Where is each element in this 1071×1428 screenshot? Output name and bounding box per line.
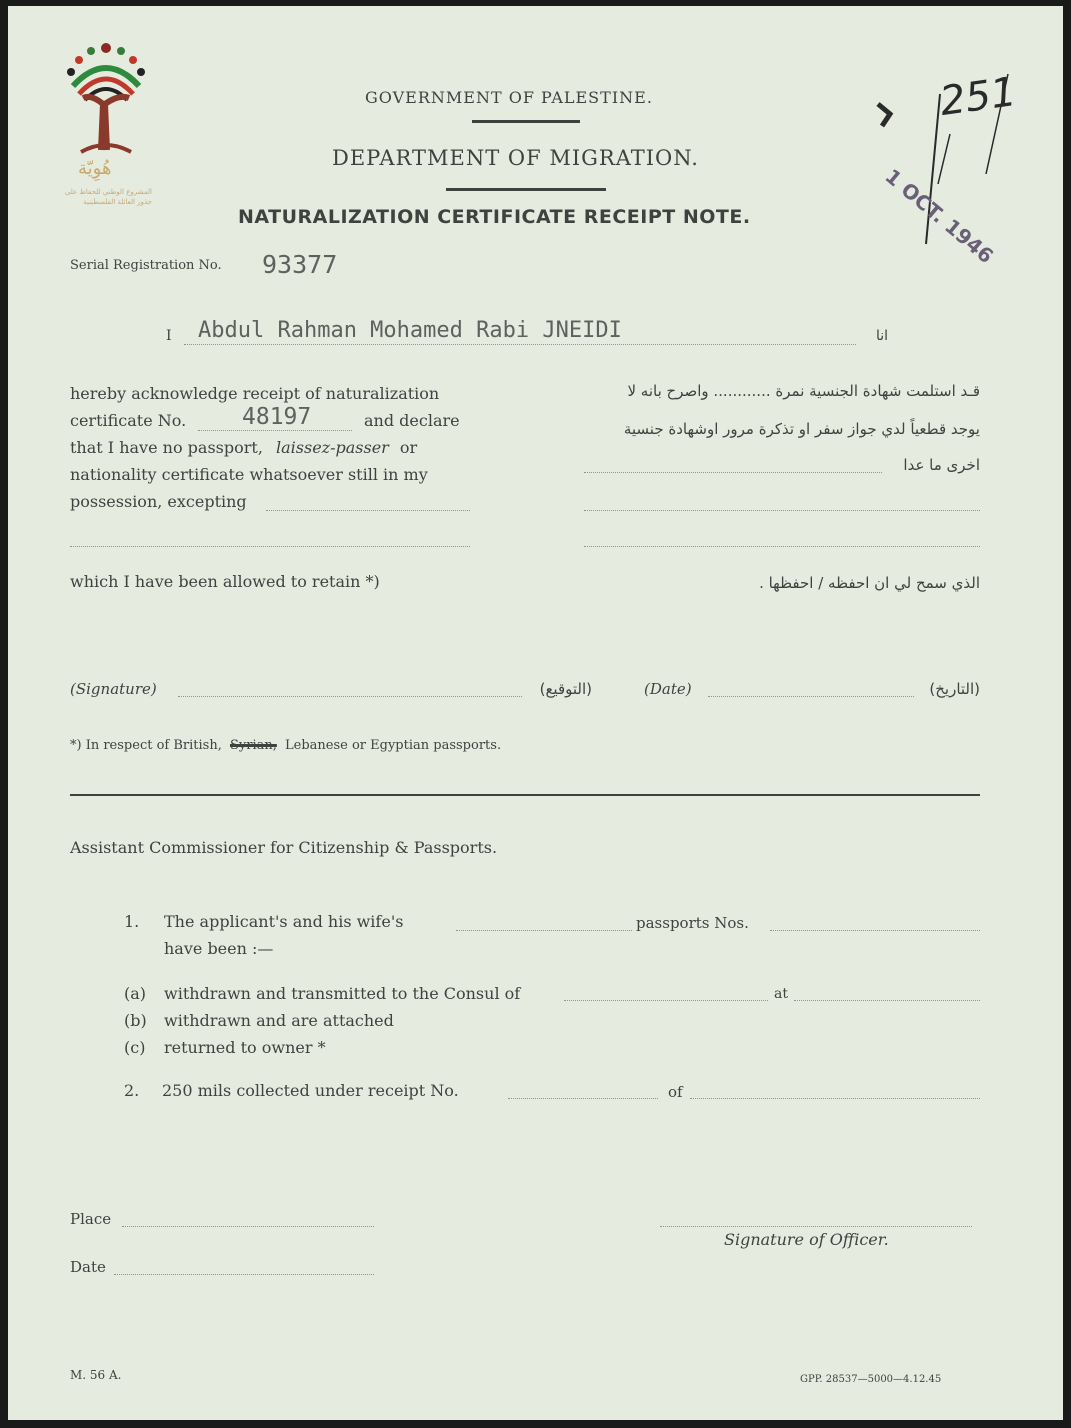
item-b-text: withdrawn and are attached [164, 1011, 394, 1030]
consul-at-line [794, 1000, 980, 1001]
excepting-line-2 [70, 546, 470, 547]
logo-caption-line2: جذور العائلة الفلسطينية [83, 198, 152, 206]
signature-label: (Signature) [70, 680, 157, 698]
footnote-suffix: Lebanese or Egyptian passports. [285, 738, 502, 753]
item-c-label: (c) [124, 1038, 146, 1057]
stamp-number: 251 [937, 68, 1020, 126]
item-a-text: withdrawn and transmitted to the Consul of [164, 984, 521, 1003]
declaration-line-5: possession, excepting [70, 492, 247, 511]
place-label: Place [70, 1210, 112, 1228]
certificate-no-line [198, 430, 352, 431]
declarant-name: Abdul Rahman Mohamed Rabi JNEIDI [198, 318, 622, 343]
serial-label: Serial Registration No. [70, 258, 222, 273]
receipt-of-line [690, 1098, 980, 1099]
printer-code: GPP. 28537—5000—4.12.45 [800, 1374, 942, 1385]
date-line [708, 696, 914, 697]
arabic-retain-text: الذي سمح لي ان احفظه / احفظها . [759, 574, 980, 592]
officer-signature-line [660, 1226, 972, 1227]
declaration-line-2-end: and declare [364, 411, 460, 430]
office-heading: Assistant Commissioner for Citizenship & Passports. [70, 838, 498, 857]
item-c-text: returned to owner * [164, 1038, 326, 1057]
certificate-number: 48197 [242, 404, 312, 430]
certificate-label: certificate No. [70, 411, 187, 430]
item-2-number: 2. [124, 1081, 140, 1100]
arabic-declaration-line-1: قـد استلمت شهادة الجنسية نمرة ............ واصرح بانه لا [627, 382, 980, 400]
retain-text: which I have been allowed to retain *) [70, 572, 380, 591]
signature-line [178, 696, 522, 697]
header-rule-1 [472, 120, 580, 123]
arabic-declaration-line-2: يوجد قطعياً لدي جواز سفر او تذكرة مرور اوشهادة جنسية [623, 420, 980, 438]
declaration-line-3 [70, 438, 417, 457]
received-stamp [868, 64, 1020, 269]
wife-line [456, 930, 632, 931]
item-1-number: 1. [124, 912, 140, 931]
footnote-struck-word: Syrian, [229, 738, 277, 753]
item-a-label: (a) [124, 984, 147, 1003]
section-divider [70, 794, 980, 796]
place-line [122, 1226, 374, 1227]
item-1-passports: passports Nos. [636, 914, 749, 932]
excepting-line-1 [266, 510, 470, 511]
laissez-passer-text: laissez-passer [276, 438, 389, 457]
item-1-line-2: have been :— [164, 939, 274, 958]
declaration-line-3a: that I have no passport, [70, 438, 263, 457]
serial-value: 93377 [262, 250, 338, 279]
footnote-prefix: *) In respect of British, [70, 738, 222, 753]
declarant-arabic-prefix: انا [875, 328, 888, 344]
item-1-text: The applicant's and his wife's [164, 912, 404, 931]
receipt-no-line [508, 1098, 658, 1099]
bottom-date-label: Date [70, 1258, 106, 1276]
arabic-excepting-line-1 [584, 472, 882, 473]
declaration-line-1: hereby acknowledge receipt of naturalization [70, 384, 440, 403]
form-code: M. 56 A. [70, 1368, 122, 1382]
government-heading: GOVERNMENT OF PALESTINE. [365, 88, 653, 107]
bottom-date-line [114, 1274, 374, 1275]
logo-caption-line1: المشروع الوطني للحفاظ على [64, 188, 152, 196]
consul-line [564, 1000, 768, 1001]
arabic-excepting-line-2 [584, 510, 980, 511]
date-label: (Date) [644, 680, 692, 698]
header-rule-2 [446, 188, 606, 191]
signature-of-officer: Signature of Officer. [724, 1230, 889, 1249]
document-page [8, 6, 1063, 1420]
arabic-declaration-line-3: اخرى ما عدا [903, 456, 980, 474]
item-2-text: 250 mils collected under receipt No. [162, 1081, 459, 1100]
passport-footnote [70, 738, 501, 753]
signature-arabic-label: (التوقيع) [539, 680, 592, 698]
page-title: NATURALIZATION CERTIFICATE RECEIPT NOTE. [238, 206, 751, 228]
item-a-at: at [774, 986, 788, 1002]
logo-arabic-name: هُوِيّة [78, 158, 112, 179]
department-heading: DEPARTMENT OF MIGRATION. [332, 146, 699, 170]
item-2-of: of [668, 1083, 683, 1101]
heritage-logo [56, 42, 156, 222]
name-line [184, 344, 856, 345]
family-tree-icon [61, 42, 151, 157]
declaration-line-3b: or [399, 438, 418, 457]
item-b-label: (b) [124, 1011, 147, 1030]
stamp-date: 1 OCT. 1946 [880, 164, 999, 269]
date-arabic-label: (التاريخ) [929, 680, 980, 698]
arabic-excepting-line-3 [584, 546, 980, 547]
declarant-prefix: I [166, 328, 172, 344]
declaration-line-4: nationality certificate whatsoever still in my [70, 465, 428, 484]
passports-nos-line [770, 930, 980, 931]
